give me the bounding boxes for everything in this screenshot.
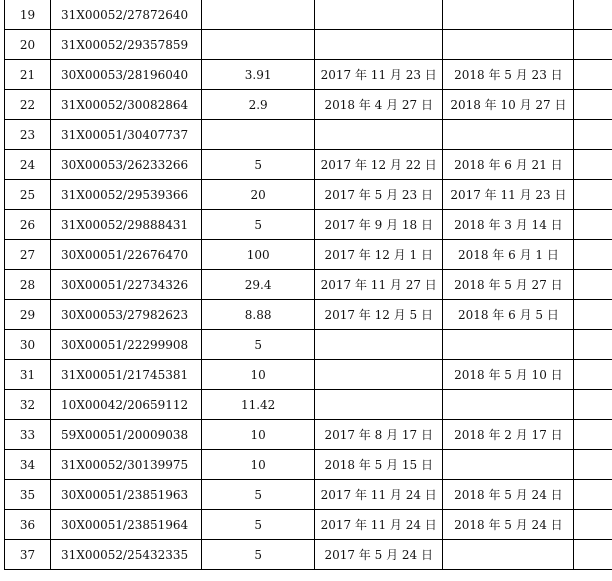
end-date-cell: 2018 年 5 月 10 日	[443, 360, 574, 390]
code-cell: 10X00042/20659112	[51, 390, 202, 420]
row-index-cell: 37	[5, 540, 51, 570]
extra-cell	[574, 360, 612, 390]
end-date-cell: 2017 年 11 月 23 日	[443, 180, 574, 210]
row-index-cell: 28	[5, 270, 51, 300]
extra-cell	[574, 510, 612, 540]
row-index-cell: 26	[5, 210, 51, 240]
end-date-cell: 2018 年 5 月 24 日	[443, 510, 574, 540]
extra-cell	[574, 540, 612, 570]
start-date-cell	[315, 330, 443, 360]
extra-cell	[574, 240, 612, 270]
row-index-cell: 22	[5, 90, 51, 120]
row-index-cell: 33	[5, 420, 51, 450]
row-index-cell: 21	[5, 60, 51, 90]
amount-cell: 5	[202, 510, 315, 540]
start-date-cell: 2017 年 12 月 1 日	[315, 240, 443, 270]
table-row	[5, 180, 612, 210]
code-cell: 31X00051/30407737	[51, 120, 202, 150]
end-date-cell	[443, 330, 574, 360]
amount-cell: 10	[202, 450, 315, 480]
extra-cell	[574, 90, 612, 120]
row-index-cell: 31	[5, 360, 51, 390]
amount-cell: 100	[202, 240, 315, 270]
table-row	[5, 360, 612, 390]
end-date-cell	[443, 30, 574, 60]
table-row	[5, 480, 612, 510]
end-date-cell	[443, 540, 574, 570]
table-row	[5, 390, 612, 420]
end-date-cell: 2018 年 5 月 24 日	[443, 480, 574, 510]
start-date-cell: 2017 年 8 月 17 日	[315, 420, 443, 450]
amount-cell	[202, 30, 315, 60]
code-cell: 30X00051/23851964	[51, 510, 202, 540]
data-table	[4, 0, 612, 570]
extra-cell	[574, 330, 612, 360]
amount-cell: 5	[202, 330, 315, 360]
row-index-cell: 30	[5, 330, 51, 360]
extra-cell	[574, 480, 612, 510]
amount-cell: 11.42	[202, 390, 315, 420]
table-row	[5, 30, 612, 60]
code-cell: 30X00051/22734326	[51, 270, 202, 300]
end-date-cell	[443, 0, 574, 30]
table-row	[5, 60, 612, 90]
amount-cell: 2.9	[202, 90, 315, 120]
row-index-cell: 25	[5, 180, 51, 210]
table-row	[5, 270, 612, 300]
extra-cell	[574, 210, 612, 240]
row-index-cell: 36	[5, 510, 51, 540]
extra-cell	[574, 390, 612, 420]
row-index-cell: 29	[5, 300, 51, 330]
extra-cell	[574, 420, 612, 450]
extra-cell	[574, 150, 612, 180]
table-row	[5, 420, 612, 450]
code-cell: 31X00052/30082864	[51, 90, 202, 120]
table-body	[5, 0, 612, 570]
end-date-cell	[443, 120, 574, 150]
code-cell: 31X00052/29357859	[51, 30, 202, 60]
code-cell: 31X00052/25432335	[51, 540, 202, 570]
code-cell: 30X00053/27982623	[51, 300, 202, 330]
amount-cell: 10	[202, 420, 315, 450]
start-date-cell: 2017 年 11 月 24 日	[315, 480, 443, 510]
code-cell: 30X00053/28196040	[51, 60, 202, 90]
start-date-cell: 2017 年 12 月 5 日	[315, 300, 443, 330]
end-date-cell: 2018 年 6 月 1 日	[443, 240, 574, 270]
start-date-cell: 2017 年 5 月 24 日	[315, 540, 443, 570]
extra-cell	[574, 30, 612, 60]
table-row	[5, 120, 612, 150]
extra-cell	[574, 60, 612, 90]
end-date-cell: 2018 年 6 月 5 日	[443, 300, 574, 330]
end-date-cell: 2018 年 10 月 27 日	[443, 90, 574, 120]
row-index-cell: 19	[5, 0, 51, 30]
start-date-cell: 2017 年 11 月 24 日	[315, 510, 443, 540]
code-cell: 31X00051/21745381	[51, 360, 202, 390]
table-row	[5, 510, 612, 540]
start-date-cell	[315, 30, 443, 60]
table-row	[5, 450, 612, 480]
start-date-cell: 2018 年 5 月 15 日	[315, 450, 443, 480]
amount-cell: 10	[202, 360, 315, 390]
code-cell: 30X00051/23851963	[51, 480, 202, 510]
row-index-cell: 24	[5, 150, 51, 180]
code-cell: 30X00053/26233266	[51, 150, 202, 180]
end-date-cell: 2018 年 5 月 23 日	[443, 60, 574, 90]
table-row	[5, 90, 612, 120]
code-cell: 31X00052/30139975	[51, 450, 202, 480]
end-date-cell: 2018 年 3 月 14 日	[443, 210, 574, 240]
row-index-cell: 32	[5, 390, 51, 420]
table-row	[5, 0, 612, 30]
extra-cell	[574, 0, 612, 30]
amount-cell: 5	[202, 480, 315, 510]
amount-cell: 5	[202, 210, 315, 240]
row-index-cell: 35	[5, 480, 51, 510]
start-date-cell: 2017 年 5 月 23 日	[315, 180, 443, 210]
start-date-cell: 2017 年 12 月 22 日	[315, 150, 443, 180]
code-cell: 31X00052/29539366	[51, 180, 202, 210]
end-date-cell	[443, 450, 574, 480]
amount-cell: 8.88	[202, 300, 315, 330]
amount-cell: 5	[202, 150, 315, 180]
row-index-cell: 34	[5, 450, 51, 480]
start-date-cell: 2017 年 9 月 18 日	[315, 210, 443, 240]
end-date-cell: 2018 年 6 月 21 日	[443, 150, 574, 180]
table-row	[5, 330, 612, 360]
row-index-cell: 27	[5, 240, 51, 270]
start-date-cell	[315, 0, 443, 30]
amount-cell	[202, 120, 315, 150]
code-cell: 59X00051/20009038	[51, 420, 202, 450]
start-date-cell: 2017 年 11 月 23 日	[315, 60, 443, 90]
extra-cell	[574, 300, 612, 330]
row-index-cell: 20	[5, 30, 51, 60]
amount-cell: 29.4	[202, 270, 315, 300]
table-row	[5, 540, 612, 570]
end-date-cell: 2018 年 2 月 17 日	[443, 420, 574, 450]
start-date-cell: 2017 年 11 月 27 日	[315, 270, 443, 300]
code-cell: 30X00051/22299908	[51, 330, 202, 360]
table-row	[5, 210, 612, 240]
amount-cell: 20	[202, 180, 315, 210]
amount-cell: 3.91	[202, 60, 315, 90]
extra-cell	[574, 180, 612, 210]
end-date-cell: 2018 年 5 月 27 日	[443, 270, 574, 300]
code-cell: 31X00052/27872640	[51, 0, 202, 30]
code-cell: 31X00052/29888431	[51, 210, 202, 240]
end-date-cell	[443, 390, 574, 420]
extra-cell	[574, 120, 612, 150]
extra-cell	[574, 270, 612, 300]
code-cell: 30X00051/22676470	[51, 240, 202, 270]
row-index-cell: 23	[5, 120, 51, 150]
amount-cell	[202, 0, 315, 30]
amount-cell: 5	[202, 540, 315, 570]
table-row	[5, 300, 612, 330]
start-date-cell	[315, 120, 443, 150]
start-date-cell	[315, 390, 443, 420]
table-row	[5, 150, 612, 180]
start-date-cell: 2018 年 4 月 27 日	[315, 90, 443, 120]
start-date-cell	[315, 360, 443, 390]
table-row	[5, 240, 612, 270]
extra-cell	[574, 450, 612, 480]
